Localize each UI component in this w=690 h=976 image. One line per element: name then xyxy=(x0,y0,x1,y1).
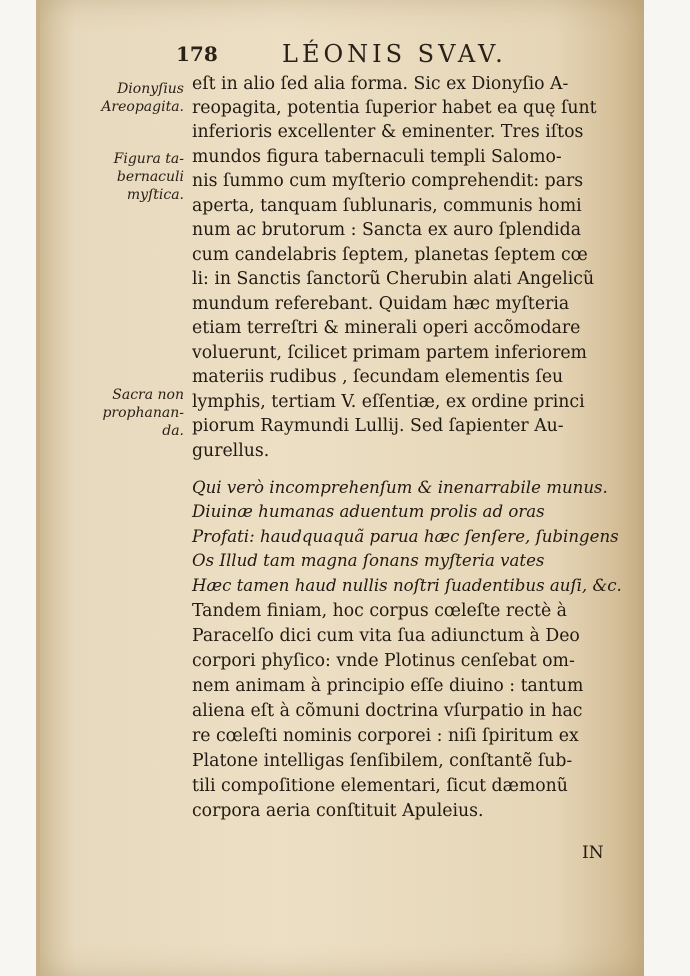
margin-note-dionysius xyxy=(92,80,184,116)
margin-note-line: Sacra non xyxy=(112,387,184,403)
body-line: Paracelſo dici cum vita ſua adiunctum à Deo xyxy=(192,626,580,646)
verse-line: Os Illud tam magna ſonans myſteria vates xyxy=(192,551,545,570)
verse-line: Diuinæ humanas aduentum prolis ad oras xyxy=(192,502,545,521)
verse-line: Qui verò incomprehenſum & inenarrabile munus. xyxy=(192,478,608,497)
catchword: IN xyxy=(582,843,604,863)
body-line: num ac brutorum : Sancta ex auro ſplendida xyxy=(192,220,582,240)
body-line: eſt in alio ſed alia forma. Sic ex Dionyſio A- xyxy=(192,74,569,94)
body-line: cum candelabris ſeptem, planetas ſeptem cœ xyxy=(192,245,588,265)
margin-note-line: da. xyxy=(162,423,184,439)
body-line: tili compoſitione elementari, ſicut dæmonũ xyxy=(192,776,568,796)
body-line: aperta, tanquam ſublunaris, communis homi xyxy=(192,196,582,216)
body-line: mundum referebant. Quidam hæc myſteria xyxy=(192,294,570,314)
body-line: re cœleſti nominis corporei : niſi ſpiritum ex xyxy=(192,726,579,746)
margin-note-line: prophanan- xyxy=(102,405,184,421)
body-line: Platone intelligas ſenſibilem, conſtantẽ ſub- xyxy=(192,751,573,771)
margin-note-line: myſtica. xyxy=(126,187,184,203)
margin-note-line: Dionyſius xyxy=(117,81,184,97)
body-line: voluerunt, ſcilicet primam partem inferiorem xyxy=(192,343,587,363)
body-line: etiam terreſtri & minerali operi accõmodare xyxy=(192,318,581,338)
body-line: corpori phyſico: vnde Plotinus cenſebat om- xyxy=(192,651,575,671)
body-line: nem animam à principio eſſe diuino : tantum xyxy=(192,676,584,696)
body-line: piorum Raymundi Lullij. Sed ſapienter Au- xyxy=(192,416,564,436)
body-line: gurellus. xyxy=(192,441,270,461)
margin-note-sacra xyxy=(92,386,184,440)
body-line: materiis rudibus , ſecundam elementis ſeu xyxy=(192,367,564,387)
folio-number: 178 xyxy=(176,42,218,66)
body-line: mundos figura tabernaculi templi Salomo- xyxy=(192,147,562,167)
body-line: inferioris excellenter & eminenter. Tres iſtos xyxy=(192,122,584,142)
margin-note-line: Figura ta- xyxy=(113,151,184,167)
margin-note-line: Areopagita. xyxy=(101,99,184,115)
body-line: corpora aeria conſtituit Apuleius. xyxy=(192,801,484,821)
margin-note-figura xyxy=(92,150,184,204)
verse-line: Hæc tamen haud nullis noſtri ſuadentibus auſi, &c. xyxy=(192,576,622,595)
body-line: reopagita, potentia ſuperior habet ea quę ſunt xyxy=(192,98,597,118)
body-line: li: in Sanctis ſanctorũ Cherubin alati Angelicũ xyxy=(192,269,595,289)
body-line: Tandem finiam, hoc corpus cœleſte rectè à xyxy=(192,601,567,621)
verse-line: Profati: haudquaquã parua hæc ſenſere, ſubingens xyxy=(192,527,619,546)
running-title: LÉONIS SVAV. xyxy=(282,40,507,68)
body-line: aliena eſt à cõmuni doctrina vſurpatio in hac xyxy=(192,701,583,721)
body-line: lymphis, tertiam V. eſſentiæ, ex ordine princi xyxy=(192,392,585,412)
body-line: nis ſummo cum myſterio comprehendit: pars xyxy=(192,171,584,191)
margin-note-line: bernaculi xyxy=(116,169,184,185)
